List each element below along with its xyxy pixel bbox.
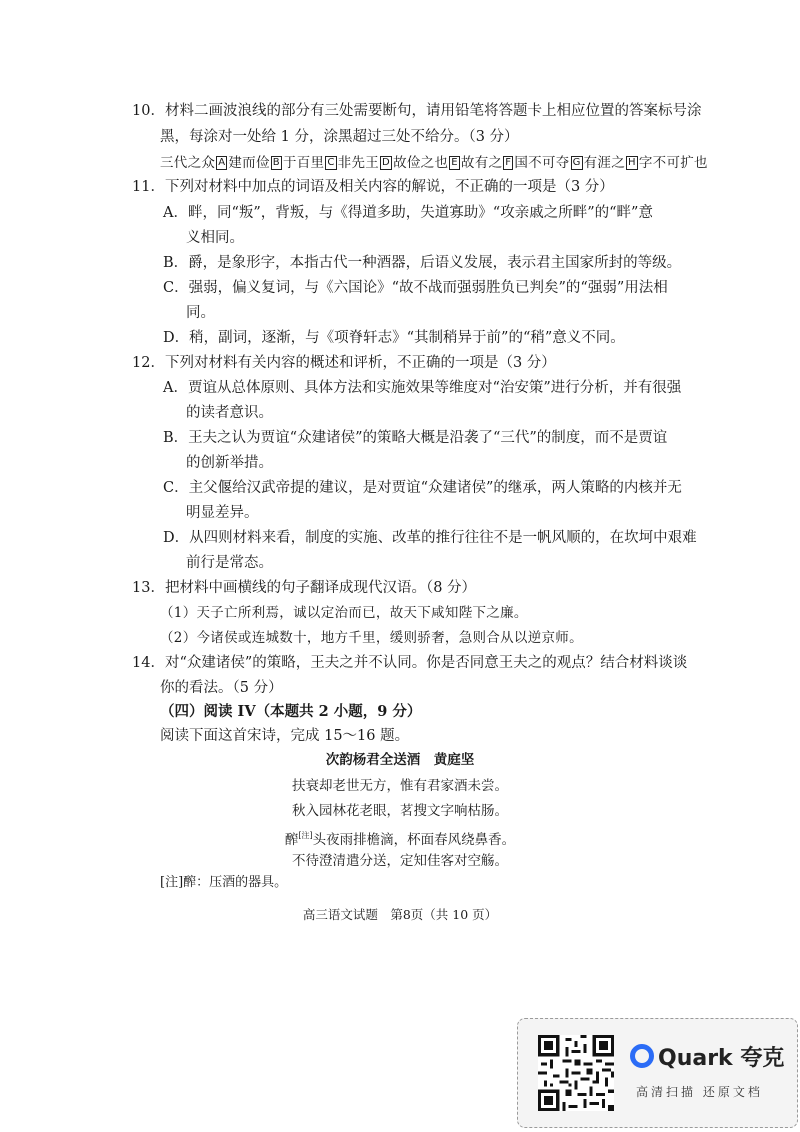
q11-stem: 11．下列对材料中加点的词语及相关内容的解说，不正确的一项是（3 分） xyxy=(132,179,614,195)
poem-title: 次韵杨君全送酒 xyxy=(325,752,421,768)
q12-option-a: A．贾谊从总体原则、具体方法和实施效果等维度对“治安策”进行分析，并有很强 xyxy=(163,380,682,396)
q14-line1: 14．对“众建诸侯”的策略，王夫之并不认同。你是否同意王夫之的观点？结合材料谈谈 xyxy=(132,655,688,671)
q14-line2: 你的看法。（5 分） xyxy=(160,680,283,696)
q11-option-d: D．稍，副词，逐渐，与《项脊轩志》“其制稍异于前”的“稍”意义不同。 xyxy=(163,330,625,346)
q10-line2: 黑，每涂对一处给 1 分，涂黑超过三处不给分。（3 分） xyxy=(160,129,519,145)
poem-author: 黄庭坚 xyxy=(433,752,475,768)
quark-watermark xyxy=(517,1018,798,1128)
seg-4: 故俭之也 xyxy=(393,155,449,171)
option-f-box[interactable]: F xyxy=(505,157,512,168)
q11-option-b: B．爵，是象形字，本指古代一种酒器，后语义发展，表示君主国家所封的等级。 xyxy=(163,255,682,271)
poem-line-4: 不待澄清遣分送，定知佳客对空觞。 xyxy=(292,853,508,869)
seg-1: 建而俭 xyxy=(228,155,270,171)
seg-5: 故有之 xyxy=(460,155,503,171)
quark-logo-icon xyxy=(630,1044,654,1068)
seg-2: 于百里 xyxy=(282,155,325,171)
seg-7: 有涯之 xyxy=(583,155,626,171)
q13-sentence-1: （1）天子亡所利焉，诚以定治而已，故天下咸知陛下之廉。 xyxy=(160,605,528,621)
q13-sentence-2: （2）今诸侯或连城数十，地方千里，缓则骄奢，急则合从以逆京师。 xyxy=(160,630,583,646)
quark-brand-text: Quark 夸克 xyxy=(658,1046,785,1071)
q12-option-c: C．主父偃给汉武帝提的建议，是对贾谊“众建诸侯”的继承，两人策略的内核并无 xyxy=(163,480,682,496)
seg-8: 字不可扩也 xyxy=(638,155,708,171)
option-b-box[interactable]: B xyxy=(272,157,280,168)
poem-line-1: 扶衰却老世无方，惟有君家酒未尝。 xyxy=(292,778,508,794)
q10-line1: 10．材料二画波浪线的部分有三处需要断句，请用铅笔将答题卡上相应位置的答案标号涂 xyxy=(132,103,702,119)
seg-6: 国不可夺 xyxy=(514,155,570,171)
q12-option-d-cont: 前行是常态。 xyxy=(186,555,273,571)
poem-line-3 xyxy=(0,826,800,850)
seg-3: 非先王 xyxy=(337,155,380,171)
q12-stem: 12．下列对材料有关内容的概述和评析，不正确的一项是（3 分） xyxy=(132,355,556,371)
quark-tagline: 高清扫描 还原文档 xyxy=(636,1085,763,1099)
option-e-box[interactable]: E xyxy=(451,157,458,168)
poem-line-3-start: 醡 xyxy=(284,832,299,848)
option-g-box[interactable]: G xyxy=(572,157,581,168)
page-footer: 高三语文试题 第8页（共 10 页） xyxy=(302,907,498,922)
footnote-marker: [注] xyxy=(298,831,313,840)
section-heading: （四）阅读 IV（本题共 2 小题，9 分） xyxy=(160,703,422,720)
quark-brand xyxy=(630,1041,790,1071)
option-a-box[interactable]: A xyxy=(218,157,226,168)
q13-stem: 13．把材料中画横线的句子翻译成现代汉语。（8 分） xyxy=(132,580,477,596)
option-c-box[interactable]: C xyxy=(327,157,335,168)
q12-option-d: D．从四则材料来看，制度的实施、改革的推行往往不是一帆风顺的，在坎坷中艰难 xyxy=(163,530,697,546)
poem-title-line xyxy=(0,750,800,770)
poem-line-3-rest: 头夜雨排檐滴，杯面春风绕鼻香。 xyxy=(312,832,516,848)
poem-line-2: 秋入园林花老眼，茗搜文字响枯肠。 xyxy=(292,803,508,819)
q11-option-c-cont: 同。 xyxy=(186,305,215,321)
option-d-box[interactable]: D xyxy=(382,157,391,168)
seg-0: 三代之众 xyxy=(160,155,216,171)
q10-sentence xyxy=(160,153,708,173)
option-h-box[interactable]: H xyxy=(628,157,636,168)
q12-option-b: B．王夫之认为贾谊“众建诸侯”的策略大概是沿袭了“三代”的制度，而不是贾谊 xyxy=(163,430,668,446)
q11-option-c: C．强弱，偏义复词，与《六国论》“故不战而强弱胜负已判矣”的“强弱”用法相 xyxy=(163,280,668,296)
q12-option-a-cont: 的读者意识。 xyxy=(186,405,273,421)
poem-footnote: [注]醡：压酒的器具。 xyxy=(160,875,288,890)
section-intro: 阅读下面这首宋诗，完成 15～16 题。 xyxy=(160,728,410,744)
q11-option-a: A．畔，同“叛”，背叛，与《得道多助，失道寡助》“攻亲戚之所畔”的“畔”意 xyxy=(163,205,653,221)
qr-code-icon xyxy=(538,1035,614,1111)
q12-option-b-cont: 的创新举措。 xyxy=(186,455,273,471)
q12-option-c-cont: 明显差异。 xyxy=(186,505,259,521)
q11-option-a-cont: 义相同。 xyxy=(186,230,244,246)
